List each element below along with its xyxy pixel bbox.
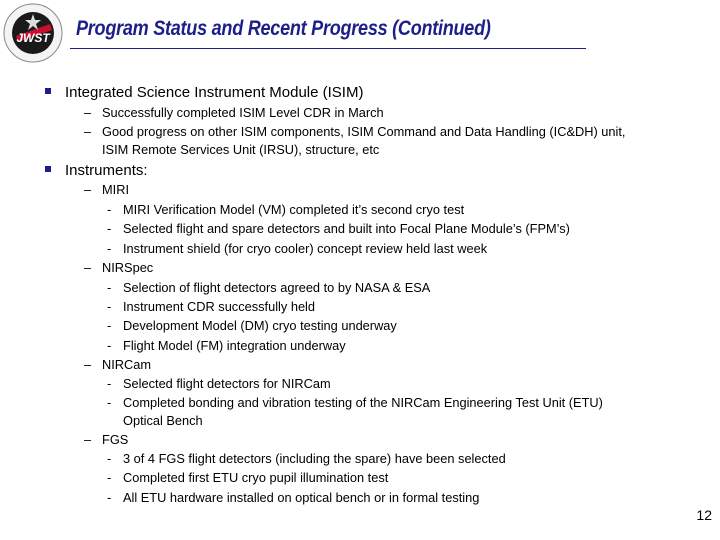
- nircam-name: NIRCam: [102, 357, 152, 372]
- dash-bullet: –: [84, 105, 92, 120]
- fgs-item-2: Completed first ETU cryo pupil illumination test: [123, 470, 389, 485]
- hyphen-bullet: -: [107, 395, 112, 410]
- dash-bullet: –: [84, 260, 92, 275]
- fgs-item-3: All ETU hardware installed on optical bench or in formal testing: [123, 490, 480, 505]
- hyphen-bullet: -: [107, 376, 112, 391]
- dash-bullet: –: [84, 432, 92, 447]
- page-number: 12: [696, 507, 712, 523]
- hyphen-bullet: -: [107, 451, 112, 466]
- nircam-item-2-continued: Optical Bench: [123, 413, 203, 428]
- square-bullet-icon: [45, 166, 51, 172]
- hyphen-bullet: -: [107, 470, 112, 485]
- miri-name: MIRI: [102, 182, 130, 197]
- hyphen-bullet: -: [107, 490, 112, 505]
- nircam-item-1: Selected flight detectors for NIRCam: [123, 376, 331, 391]
- jwst-logo-emblem: [2, 2, 64, 64]
- nirspec-name: NIRSpec: [102, 260, 154, 275]
- isim-heading-text: Integrated Science Instrument Module (ISIM): [65, 84, 364, 101]
- nirspec-item-3: Development Model (DM) cryo testing underway: [123, 318, 397, 333]
- hyphen-bullet: -: [107, 280, 112, 295]
- nircam-item-2: Completed bonding and vibration testing of the NIRCam Engineering Test Unit (ETU): [123, 395, 603, 410]
- nirspec-item-4: Flight Model (FM) integration underway: [123, 338, 346, 353]
- nirspec-item-1: Selection of flight detectors agreed to by NASA & ESA: [123, 280, 431, 295]
- fgs-name: FGS: [102, 432, 129, 447]
- hyphen-bullet: -: [107, 221, 112, 236]
- page-title: Program Status and Recent Progress (Continued): [76, 17, 491, 40]
- nirspec-item-2: Instrument CDR successfully held: [123, 299, 316, 314]
- title-rule: [70, 48, 586, 49]
- jwst-logo: [2, 2, 64, 64]
- hyphen-bullet: -: [107, 318, 112, 333]
- dash-bullet: –: [84, 124, 92, 139]
- square-bullet-icon: [45, 88, 51, 94]
- hyphen-bullet: -: [107, 299, 112, 314]
- hyphen-bullet: -: [107, 338, 112, 353]
- instruments-heading-text: Instruments:: [65, 162, 148, 179]
- miri-item-3: Instrument shield (for cryo cooler) concept review held last week: [123, 241, 488, 256]
- miri-item-1: MIRI Verification Model (VM) completed it’s second cryo test: [123, 202, 465, 217]
- isim-item-1: Successfully completed ISIM Level CDR in March: [102, 105, 384, 120]
- fgs-item-1: 3 of 4 FGS flight detectors (including the spare) have been selected: [123, 451, 506, 466]
- dash-bullet: –: [84, 357, 92, 372]
- miri-item-2: Selected flight and spare detectors and built into Focal Plane Module’s (FPM’s): [123, 221, 570, 236]
- logo-text: JWST: [16, 31, 50, 45]
- isim-item-2-continued: ISIM Remote Services Unit (IRSU), structure, etc: [102, 142, 380, 157]
- dash-bullet: –: [84, 182, 92, 197]
- hyphen-bullet: -: [107, 202, 112, 217]
- isim-item-2: Good progress on other ISIM components, ISIM Command and Data Handling (IC&DH) unit,: [102, 124, 626, 139]
- hyphen-bullet: -: [107, 241, 112, 256]
